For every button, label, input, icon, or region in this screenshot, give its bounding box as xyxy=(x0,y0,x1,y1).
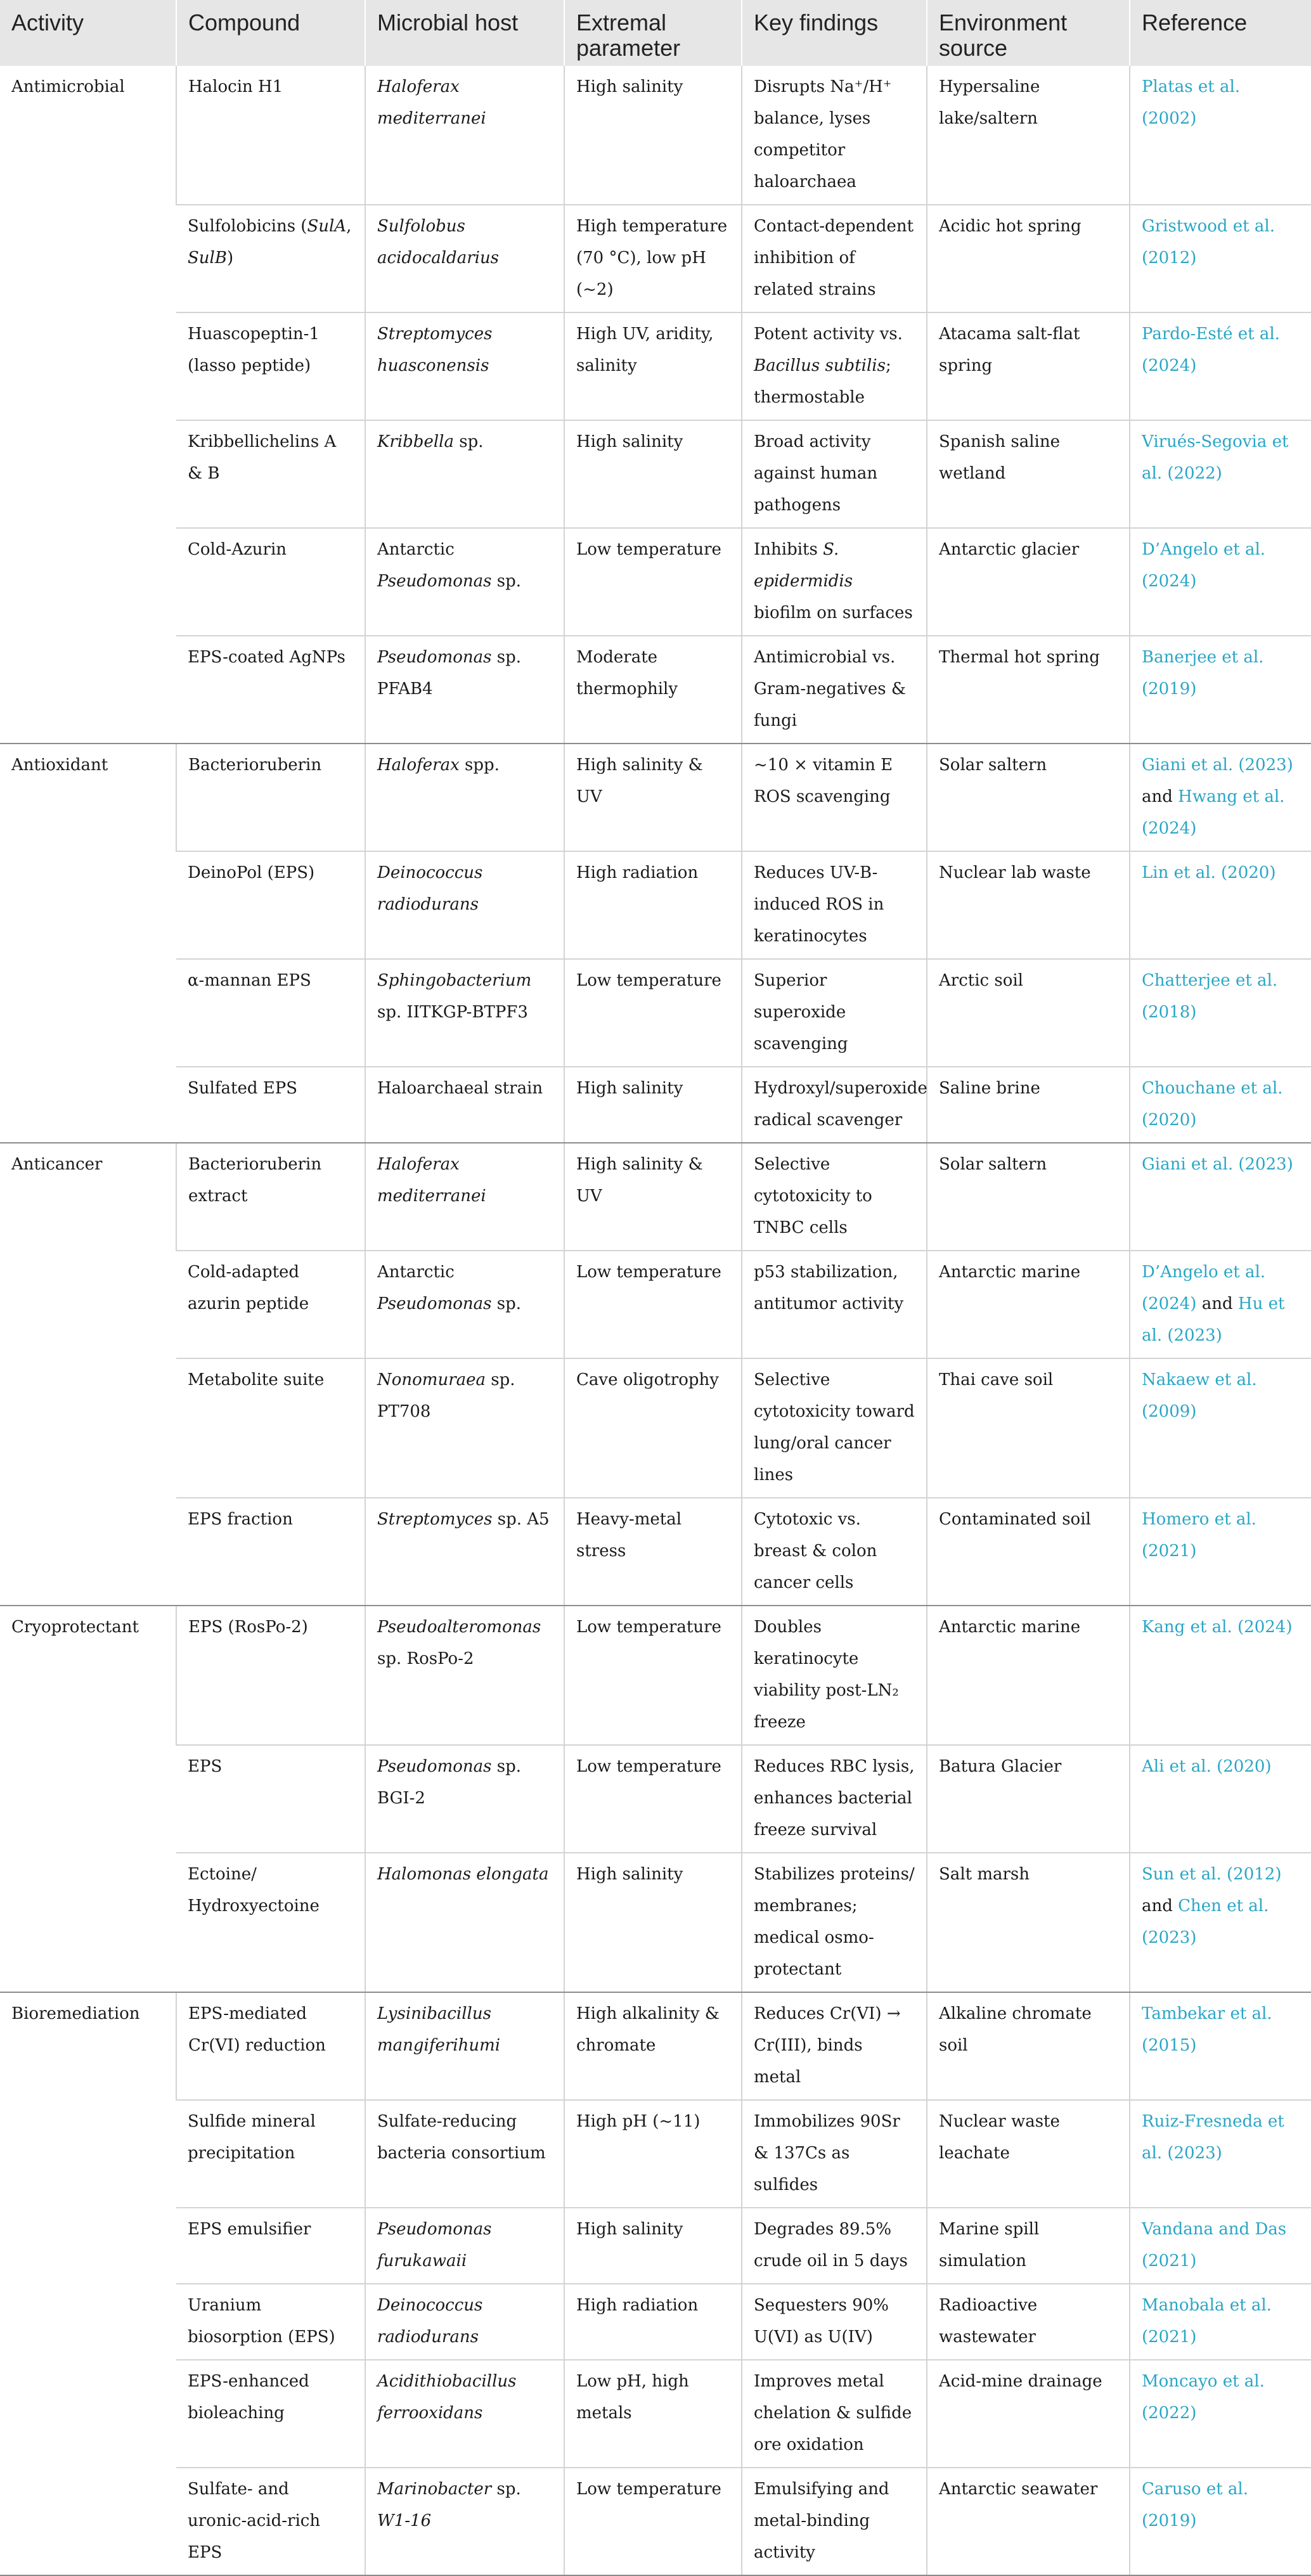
environment-source-cell: Solar saltern xyxy=(927,744,1130,851)
compound-cell xyxy=(176,205,365,312)
text-segment: EPS fraction xyxy=(188,1510,293,1529)
microbial-host-cell xyxy=(365,66,564,205)
table-row xyxy=(0,2360,1311,2468)
text-segment: S. epidermidis xyxy=(754,540,853,591)
reference-cell xyxy=(1130,1067,1311,1143)
microbial-host-cell xyxy=(365,744,564,851)
environment-source-cell: Thai cave soil xyxy=(927,1358,1130,1498)
key-findings-cell xyxy=(742,528,927,636)
header-microbial-host: Microbial host xyxy=(365,0,564,66)
environment-source-cell: Salt marsh xyxy=(927,1853,1130,1992)
extremal-parameter-cell: High radiation xyxy=(564,851,742,959)
text-segment: sp. xyxy=(491,2480,521,2499)
table-row xyxy=(0,636,1311,744)
key-findings-cell: Cytotoxic vs. breast & colon cancer cells xyxy=(742,1498,927,1606)
text-segment: Lysinibacillus mangiferihumi xyxy=(377,2004,501,2055)
extremal-parameter-cell: High salinity xyxy=(564,420,742,528)
reference-link[interactable]: Pardo-Esté et al. (2024) xyxy=(1142,325,1280,375)
text-segment: sp. A5 xyxy=(492,1510,550,1529)
extremal-parameter-cell: Low temperature xyxy=(564,1251,742,1358)
text-segment: sp. IITKGP-BTPF3 xyxy=(377,1003,528,1022)
text-segment: EPS-mediated Cr(VI) reduction xyxy=(188,2004,326,2055)
reference-cell xyxy=(1130,1745,1311,1853)
text-segment: EPS-enhanced bioleaching xyxy=(188,2372,309,2423)
text-segment: Potent activity vs. xyxy=(754,325,903,344)
text-segment: and xyxy=(1142,787,1179,806)
extremal-parameter-cell: Low temperature xyxy=(564,528,742,636)
text-segment: sp. xyxy=(491,572,521,591)
environment-source-cell: Contaminated soil xyxy=(927,1498,1130,1606)
microbial-host-cell xyxy=(365,1745,564,1853)
text-segment: Marinobacter xyxy=(377,2480,492,2499)
text-segment: Halomonas elongata xyxy=(377,1865,549,1884)
table-row xyxy=(0,1498,1311,1606)
text-segment: Ectoine/ Hydroxyectoine xyxy=(188,1865,320,1916)
text-segment: spp. xyxy=(459,756,500,775)
reference-cell xyxy=(1130,851,1311,959)
extremal-parameter-cell: Cave oligotrophy xyxy=(564,1358,742,1498)
table-row xyxy=(0,1143,1311,1251)
text-segment: DeinoPol (EPS) xyxy=(188,863,315,882)
text-segment: ) xyxy=(226,248,234,267)
text-segment: Antarctic xyxy=(377,1263,455,1282)
reference-cell xyxy=(1130,1251,1311,1358)
microbial-host-cell xyxy=(365,959,564,1067)
compound-cell xyxy=(176,2468,365,2575)
extremal-parameter-cell: High salinity xyxy=(564,66,742,205)
table-row xyxy=(0,851,1311,959)
text-segment: and xyxy=(1196,1294,1238,1313)
reference-link[interactable]: Gristwood et al. (2012) xyxy=(1142,217,1275,267)
reference-cell xyxy=(1130,2284,1311,2360)
activity-cell: Cryoprotectant xyxy=(0,1606,176,1992)
text-segment: Sulfolobicins ( xyxy=(188,217,307,236)
compound-cell xyxy=(176,1498,365,1606)
table-row xyxy=(0,1745,1311,1853)
reference-link[interactable]: Hu et al. (2023) xyxy=(1142,1294,1285,1345)
text-segment: Halocin H1 xyxy=(188,77,283,96)
extremal-parameter-cell: Low temperature xyxy=(564,1606,742,1745)
text-segment: Cold-adapted azurin peptide xyxy=(188,1263,309,1313)
text-segment: α-mannan EPS xyxy=(188,971,311,990)
key-findings-cell: Reduces Cr(VI) → Cr(III), binds metal xyxy=(742,1992,927,2100)
reference-cell xyxy=(1130,312,1311,420)
text-segment: sp. RosPo-2 xyxy=(377,1649,474,1668)
extremal-parameter-cell: High salinity & UV xyxy=(564,744,742,851)
compound-cell xyxy=(176,2208,365,2284)
key-findings-cell: Superior superoxide scavenging xyxy=(742,959,927,1067)
key-findings-cell: Contact-dependent inhibition of related strains xyxy=(742,205,927,312)
extremal-parameter-cell: High UV, aridity, salinity xyxy=(564,312,742,420)
reference-cell xyxy=(1130,420,1311,528)
microbial-host-cell xyxy=(365,1143,564,1251)
header-activity: Activity xyxy=(0,0,176,66)
reference-link[interactable]: D’Angelo et al. (2024) xyxy=(1142,540,1266,591)
microbial-host-cell xyxy=(365,420,564,528)
reference-link[interactable]: Giani et al. (2023) xyxy=(1142,756,1293,775)
header-key-findings: Key findings xyxy=(742,0,927,66)
table-row xyxy=(0,66,1311,205)
reference-link[interactable]: Vandana and Das (2021) xyxy=(1142,2220,1287,2270)
table-row xyxy=(0,528,1311,636)
activity-cell: Antioxidant xyxy=(0,744,176,1143)
key-findings-cell xyxy=(742,312,927,420)
microbial-host-cell xyxy=(365,2468,564,2575)
text-segment: EPS emulsifier xyxy=(188,2220,311,2239)
microbial-host-cell xyxy=(365,2100,564,2208)
reference-link[interactable]: Caruso et al. (2019) xyxy=(1142,2480,1249,2530)
text-segment: Bacterioruberin extract xyxy=(188,1155,322,1206)
reference-cell xyxy=(1130,2360,1311,2468)
environment-source-cell: Acid-mine drainage xyxy=(927,2360,1130,2468)
extremal-parameter-cell: Low temperature xyxy=(564,1745,742,1853)
compound-cell xyxy=(176,528,365,636)
reference-link[interactable]: Virués-Segovia et al. (2022) xyxy=(1142,432,1289,483)
microbial-host-cell xyxy=(365,205,564,312)
key-findings-cell: Reduces RBC lysis, enhances bacterial freeze survival xyxy=(742,1745,927,1853)
table-row xyxy=(0,1067,1311,1143)
key-findings-cell: Sequesters 90% U(VI) as U(IV) xyxy=(742,2284,927,2360)
reference-cell xyxy=(1130,528,1311,636)
key-findings-cell: Hydroxyl/superoxide radical scavenger xyxy=(742,1067,927,1143)
key-findings-cell: Immobilizes 90Sr & 137Cs as sulfides xyxy=(742,2100,927,2208)
compound-cell xyxy=(176,1358,365,1498)
reference-link[interactable]: Chouchane et al. (2020) xyxy=(1142,1079,1283,1130)
text-segment: Pseudomonas xyxy=(377,1757,492,1776)
reference-cell xyxy=(1130,1606,1311,1745)
header-row xyxy=(0,0,1311,66)
microbial-host-cell xyxy=(365,2360,564,2468)
reference-link[interactable]: Nakaew et al. (2009) xyxy=(1142,1370,1257,1421)
environment-source-cell: Antarctic marine xyxy=(927,1251,1130,1358)
text-segment: Antarctic xyxy=(377,540,455,559)
table-row xyxy=(0,2208,1311,2284)
environment-source-cell: Acidic hot spring xyxy=(927,205,1130,312)
text-segment: sp. xyxy=(491,1294,521,1313)
compound-cell xyxy=(176,1251,365,1358)
text-segment: Deinococcus radiodurans xyxy=(377,863,483,914)
text-segment: Pseudomonas xyxy=(377,648,492,667)
text-segment: Sulfate- and uronic-acid-rich EPS xyxy=(188,2480,321,2562)
reference-cell xyxy=(1130,959,1311,1067)
environment-source-cell: Spanish saline wetland xyxy=(927,420,1130,528)
microbial-host-cell xyxy=(365,2208,564,2284)
text-segment: Cold-Azurin xyxy=(188,540,287,559)
text-segment: Kribbellichelins A & B xyxy=(188,432,337,483)
table-row xyxy=(0,1358,1311,1498)
table-row xyxy=(0,1853,1311,1992)
microbial-host-cell xyxy=(365,312,564,420)
reference-link[interactable]: Ruiz-Fresneda et al. (2023) xyxy=(1142,2112,1284,2163)
text-segment: SulB xyxy=(188,248,227,267)
text-segment: Bacillus subtilis xyxy=(754,356,886,375)
reference-link[interactable]: Sun et al. (2012) xyxy=(1142,1865,1282,1884)
compound-cell xyxy=(176,1143,365,1251)
key-findings-cell: ~10 × vitamin E ROS scavenging xyxy=(742,744,927,851)
microbial-host-cell xyxy=(365,1606,564,1745)
compound-cell xyxy=(176,420,365,528)
microbial-host-cell xyxy=(365,1992,564,2100)
text-segment: Streptomyces huasconensis xyxy=(377,325,493,375)
text-segment: EPS (RosPo-2) xyxy=(188,1618,308,1637)
microbial-host-cell xyxy=(365,2284,564,2360)
text-segment: and xyxy=(1142,1897,1179,1916)
compound-cell xyxy=(176,2360,365,2468)
activity-cell: Antimicrobial xyxy=(0,66,176,744)
table-row xyxy=(0,1251,1311,1358)
reference-cell xyxy=(1130,636,1311,744)
text-segment: W1-16 xyxy=(377,2511,432,2530)
reference-link[interactable]: Hwang et al. (2024) xyxy=(1142,787,1285,838)
environment-source-cell: Saline brine xyxy=(927,1067,1130,1143)
text-segment: Sulfate-reducing bacteria consortium xyxy=(377,2112,546,2163)
compound-cell xyxy=(176,744,365,851)
text-segment: , xyxy=(346,217,352,236)
text-segment: Haloarchaeal strain xyxy=(377,1079,543,1098)
header-extremal-parameter: Extremal parameter xyxy=(564,0,742,66)
reference-cell xyxy=(1130,205,1311,312)
compound-cell xyxy=(176,959,365,1067)
key-findings-cell: Reduces UV-B-induced ROS in keratinocytes xyxy=(742,851,927,959)
text-segment: Huascopeptin-1 (lasso peptide) xyxy=(188,325,320,375)
activity-cell: Anticancer xyxy=(0,1143,176,1606)
activity-cell: Bioremediation xyxy=(0,1992,176,2575)
reference-link[interactable]: Ali et al. (2020) xyxy=(1142,1757,1272,1776)
text-segment: Streptomyces xyxy=(377,1510,493,1529)
reference-link[interactable]: D’Angelo et al. (2024) xyxy=(1142,1263,1266,1313)
microbial-host-cell xyxy=(365,1853,564,1992)
key-findings-cell: Stabilizes proteins/ membranes; medical osmo-protectant xyxy=(742,1853,927,1992)
environment-source-cell: Arctic soil xyxy=(927,959,1130,1067)
environment-source-cell: Marine spill simulation xyxy=(927,2208,1130,2284)
text-segment: EPS xyxy=(188,1757,223,1776)
compound-cell xyxy=(176,66,365,205)
table-row xyxy=(0,312,1311,420)
key-findings-cell: Improves metal chelation & sulfide ore oxidation xyxy=(742,2360,927,2468)
compound-cell xyxy=(176,1606,365,1745)
microbial-host-cell xyxy=(365,1498,564,1606)
compound-cell xyxy=(176,2284,365,2360)
text-segment: Sulfide mineral precipitation xyxy=(188,2112,316,2163)
compound-cell xyxy=(176,636,365,744)
text-segment: sp. PT708 xyxy=(377,1370,515,1421)
compound-cell xyxy=(176,1745,365,1853)
key-findings-cell: Doubles keratinocyte viability post-LN₂ freeze xyxy=(742,1606,927,1745)
extremal-parameter-cell: Low pH, high metals xyxy=(564,2360,742,2468)
microbial-host-cell xyxy=(365,1251,564,1358)
table-row xyxy=(0,1606,1311,1745)
table-row xyxy=(0,959,1311,1067)
reference-link[interactable]: Platas et al. (2002) xyxy=(1142,77,1241,128)
text-segment: Haloferax xyxy=(377,756,460,775)
text-segment: EPS-coated AgNPs xyxy=(188,648,346,667)
environment-source-cell: Thermal hot spring xyxy=(927,636,1130,744)
table-row xyxy=(0,2284,1311,2360)
header-environment-source: Environment source xyxy=(927,0,1130,66)
text-segment: Kribbella xyxy=(377,432,454,451)
text-segment: Pseudomonas xyxy=(377,1294,492,1313)
extremal-parameter-cell: High salinity xyxy=(564,2208,742,2284)
microbial-host-cell xyxy=(365,851,564,959)
reference-link[interactable]: Banerjee et al. (2019) xyxy=(1142,648,1264,699)
environment-source-cell: Nuclear waste leachate xyxy=(927,2100,1130,2208)
table-row xyxy=(0,205,1311,312)
environment-source-cell: Batura Glacier xyxy=(927,1745,1130,1853)
reference-link[interactable]: Manobala et al. (2021) xyxy=(1142,2296,1272,2347)
text-segment: Deinococcus radiodurans xyxy=(377,2296,483,2347)
key-findings-cell: Disrupts Na⁺/H⁺ balance, lyses competitor haloarchaea xyxy=(742,66,927,205)
microbial-host-cell xyxy=(365,636,564,744)
text-segment: Haloferax mediterranei xyxy=(377,77,486,128)
reference-cell xyxy=(1130,66,1311,205)
reference-link[interactable]: Chatterjee et al. (2018) xyxy=(1142,971,1278,1022)
text-segment: Pseudoalteromonas xyxy=(377,1618,541,1637)
text-segment: Sulfated EPS xyxy=(188,1079,298,1098)
reference-cell xyxy=(1130,2468,1311,2575)
extremal-parameter-cell: Heavy-metal stress xyxy=(564,1498,742,1606)
table-row xyxy=(0,2468,1311,2575)
text-segment: biofilm on surfaces xyxy=(754,603,913,622)
compound-cell xyxy=(176,2100,365,2208)
text-segment: Metabolite suite xyxy=(188,1370,325,1389)
table-header xyxy=(0,0,1311,66)
key-findings-cell: Degrades 89.5% crude oil in 5 days xyxy=(742,2208,927,2284)
microbial-host-cell xyxy=(365,1358,564,1498)
key-findings-cell: p53 stabilization, antitumor activity xyxy=(742,1251,927,1358)
header-compound: Compound xyxy=(176,0,365,66)
reference-cell xyxy=(1130,2208,1311,2284)
key-findings-cell: Selective cytotoxicity to TNBC cells xyxy=(742,1143,927,1251)
extremal-parameter-cell: Low temperature xyxy=(564,2468,742,2575)
compound-cell xyxy=(176,312,365,420)
environment-source-cell: Antarctic seawater xyxy=(927,2468,1130,2575)
reference-cell xyxy=(1130,1853,1311,1992)
extremal-parameter-cell: Moderate thermophily xyxy=(564,636,742,744)
reference-link[interactable]: Tambekar et al. (2015) xyxy=(1142,2004,1272,2055)
key-findings-cell: Antimicrobial vs. Gram-negatives & fungi xyxy=(742,636,927,744)
environment-source-cell: Antarctic glacier xyxy=(927,528,1130,636)
text-segment: sp. PFAB4 xyxy=(377,648,521,699)
key-findings-cell: Emulsifying and metal-binding activity xyxy=(742,2468,927,2575)
table-row xyxy=(0,1992,1311,2100)
table-row xyxy=(0,2100,1311,2208)
environment-source-cell: Hypersaline lake/saltern xyxy=(927,66,1130,205)
microbial-host-cell xyxy=(365,528,564,636)
text-segment: Uranium biosorption (EPS) xyxy=(188,2296,335,2347)
reference-cell xyxy=(1130,1992,1311,2100)
text-segment: sp. xyxy=(453,432,484,451)
reference-link[interactable]: Chen et al. (2023) xyxy=(1142,1897,1269,1947)
compound-cell xyxy=(176,851,365,959)
text-segment: Inhibits xyxy=(754,540,823,559)
text-segment: Bacterioruberin xyxy=(188,756,322,775)
reference-link[interactable]: Moncayo et al. (2022) xyxy=(1142,2372,1265,2423)
extremal-parameter-cell: High salinity & UV xyxy=(564,1143,742,1251)
extremal-parameter-cell: High temperature (70 °C), low pH (~2) xyxy=(564,205,742,312)
reference-cell xyxy=(1130,1358,1311,1498)
table-row xyxy=(0,420,1311,528)
compound-cell xyxy=(176,1067,365,1143)
key-findings-cell: Broad activity against human pathogens xyxy=(742,420,927,528)
extremal-parameter-cell: High alkalinity & chromate xyxy=(564,1992,742,2100)
compound-cell xyxy=(176,1992,365,2100)
text-segment: Sulfolobus acidocaldarius xyxy=(377,217,500,267)
text-segment: ; thermostable xyxy=(754,356,891,407)
reference-link[interactable]: Giani et al. (2023) xyxy=(1142,1155,1293,1174)
reference-cell xyxy=(1130,1498,1311,1606)
extremal-parameter-cell: High salinity xyxy=(564,1853,742,1992)
extremal-parameter-cell: Low temperature xyxy=(564,959,742,1067)
compound-cell xyxy=(176,1853,365,1992)
key-findings-cell: Selective cytotoxicity toward lung/oral cancer lines xyxy=(742,1358,927,1498)
table-row xyxy=(0,744,1311,851)
text-segment: sp. BGI-2 xyxy=(377,1757,521,1808)
header-reference: Reference xyxy=(1130,0,1311,66)
environment-source-cell: Solar saltern xyxy=(927,1143,1130,1251)
reference-link[interactable]: Homero et al. (2021) xyxy=(1142,1510,1256,1561)
text-segment: Acidithiobacillus ferrooxidans xyxy=(377,2372,517,2423)
text-segment: Pseudomonas furukawaii xyxy=(377,2220,492,2270)
environment-source-cell: Alkaline chromate soil xyxy=(927,1992,1130,2100)
reference-link[interactable]: Lin et al. (2020) xyxy=(1142,863,1276,882)
extremal-parameter-cell: High radiation xyxy=(564,2284,742,2360)
table-body xyxy=(0,66,1311,2575)
extremal-parameter-cell: High pH (~11) xyxy=(564,2100,742,2208)
text-segment: Haloferax mediterranei xyxy=(377,1155,486,1206)
extremal-parameter-cell: High salinity xyxy=(564,1067,742,1143)
reference-cell xyxy=(1130,744,1311,851)
text-segment: Sphingobacterium xyxy=(377,971,532,990)
reference-link[interactable]: Kang et al. (2024) xyxy=(1142,1618,1293,1637)
environment-source-cell: Radioactive wastewater xyxy=(927,2284,1130,2360)
microbial-host-cell xyxy=(365,1067,564,1143)
environment-source-cell: Atacama salt-flat spring xyxy=(927,312,1130,420)
environment-source-cell: Nuclear lab waste xyxy=(927,851,1130,959)
reference-cell xyxy=(1130,1143,1311,1251)
reference-cell xyxy=(1130,2100,1311,2208)
text-segment: Nonomuraea xyxy=(377,1370,486,1389)
text-segment: SulA xyxy=(307,217,347,236)
environment-source-cell: Antarctic marine xyxy=(927,1606,1130,1745)
text-segment: Pseudomonas xyxy=(377,572,492,591)
